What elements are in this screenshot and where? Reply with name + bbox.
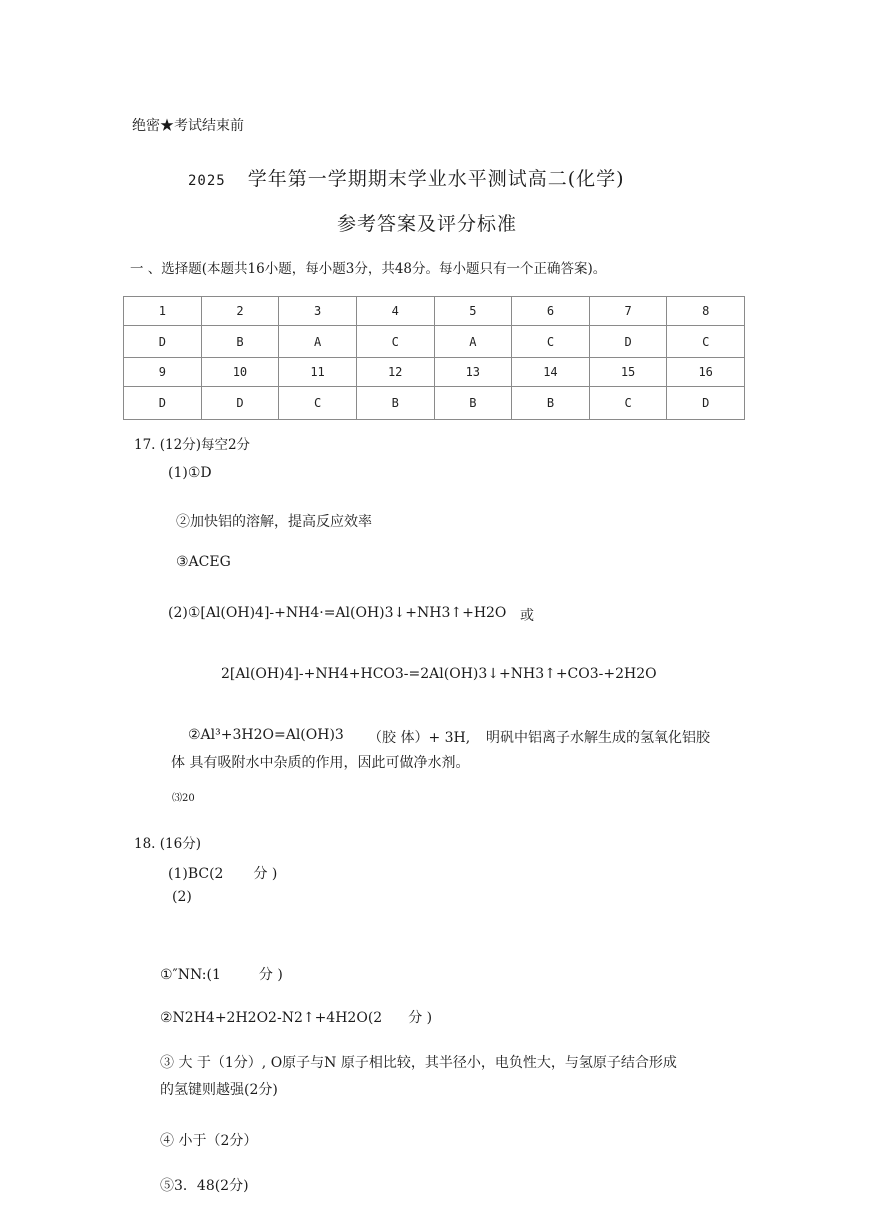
table-cell: D (124, 387, 202, 420)
table-cell: D (201, 387, 279, 420)
q18-answer-1 (168, 863, 277, 883)
table-cell: C (356, 326, 434, 358)
table-cell: B (356, 387, 434, 420)
q18-answer-1-text: (1)BC(2 (168, 866, 224, 882)
table-cell: 4 (356, 297, 434, 326)
q18-answer-2-1-score: 分 ) (258, 967, 283, 983)
title-line-1 (188, 164, 625, 191)
table-row (124, 358, 745, 387)
answer-table (123, 296, 745, 420)
table-cell: D (667, 387, 745, 420)
table-cell: 15 (589, 358, 667, 387)
title-text: 学年第一学期期末学业水平测试高二(化学) (247, 168, 625, 190)
secret-mark: 绝密★考试结束前 (132, 118, 244, 134)
q17-answer-2-2-explanation: 明矾中铝离子水解生成的氢氧化铝胶 (486, 730, 710, 746)
q17-answer-1-2: ②加快铝的溶解，提高反应效率 (176, 514, 372, 530)
q18-answer-2-3-line1: ③ 大 于（1分）, O原子与N 原子相比较，其半径小，电负性大，与氢原子结合形成 (160, 1055, 677, 1071)
table-cell: C (279, 387, 357, 420)
section1-heading: 一 、选择题(本题共16小题，每小题3分，共48分。每小题只有一个正确答案)。 (130, 261, 607, 277)
q18-answer-2-1-text: ①″NN:(1 (160, 967, 221, 983)
q17-answer-2-2-equation: ②Al³+3H2O=Al(OH)3 (188, 727, 344, 743)
q18-answer-2-2-text: ②N2H4+2H2O2-N2↑+4H2O(2 (160, 1010, 383, 1026)
q18-answer-2-1 (160, 964, 283, 984)
q17-answer-1-3: ③ACEG (176, 554, 231, 570)
q17-answer-1-1: (1)①D (168, 465, 212, 481)
table-cell: 12 (356, 358, 434, 387)
table-cell: D (589, 326, 667, 358)
table-row (124, 387, 745, 420)
table-cell: A (279, 326, 357, 358)
table-cell: 6 (512, 297, 590, 326)
q17-or-word: 或 (520, 608, 534, 624)
table-cell: 11 (279, 358, 357, 387)
q17-answer-3: ⑶20 (172, 793, 195, 804)
title-year: 2025 (188, 173, 226, 189)
table-cell: B (201, 326, 279, 358)
q17-answer-2-2-mid: （胶 体）+ 3H, (368, 730, 471, 746)
table-cell: 10 (201, 358, 279, 387)
table-row (124, 326, 745, 358)
q18-answer-2-4: ④ 小于（2分） (160, 1133, 258, 1149)
table-cell: C (512, 326, 590, 358)
q18-answer-2-2 (160, 1007, 432, 1027)
q17-heading: 17. (12分)每空2分 (134, 437, 251, 453)
table-cell: 8 (667, 297, 745, 326)
q18-answer-2-2-score: 分 ) (408, 1010, 433, 1026)
q17-answer-2-1: (2)①[Al(OH)4]-+NH4·=Al(OH)3↓+NH3↑+H2O (168, 605, 507, 621)
title-line-2: 参考答案及评分标准 (337, 213, 518, 235)
table-cell: A (434, 326, 512, 358)
table-cell: 7 (589, 297, 667, 326)
table-cell: 14 (512, 358, 590, 387)
table-cell: 13 (434, 358, 512, 387)
q18-heading: 18. (16分) (134, 836, 201, 852)
table-cell: D (124, 326, 202, 358)
q18-answer-2-5: ⑤3．48(2分) (160, 1178, 249, 1194)
table-cell: C (667, 326, 745, 358)
q18-answer-2-label: (2) (172, 889, 192, 905)
table-cell: B (434, 387, 512, 420)
table-cell: B (512, 387, 590, 420)
q18-answer-2-3-line2: 的氢键则越强(2分) (160, 1082, 278, 1098)
table-cell: 16 (667, 358, 745, 387)
table-cell: 2 (201, 297, 279, 326)
table-cell: 5 (434, 297, 512, 326)
table-cell: 9 (124, 358, 202, 387)
table-cell: C (589, 387, 667, 420)
q18-answer-1-score: 分 ) (253, 866, 278, 882)
table-row (124, 297, 745, 326)
table-cell: 3 (279, 297, 357, 326)
table-cell: 1 (124, 297, 202, 326)
q17-answer-2-1-alt: 2[Al(OH)4]-+NH4+HCO3-=2Al(OH)3↓+NH3↑+CO3-+2H2O (221, 666, 657, 682)
q17-answer-2-2-line2: 体 具有吸附水中杂质的作用，因此可做净水剂。 (171, 755, 470, 771)
